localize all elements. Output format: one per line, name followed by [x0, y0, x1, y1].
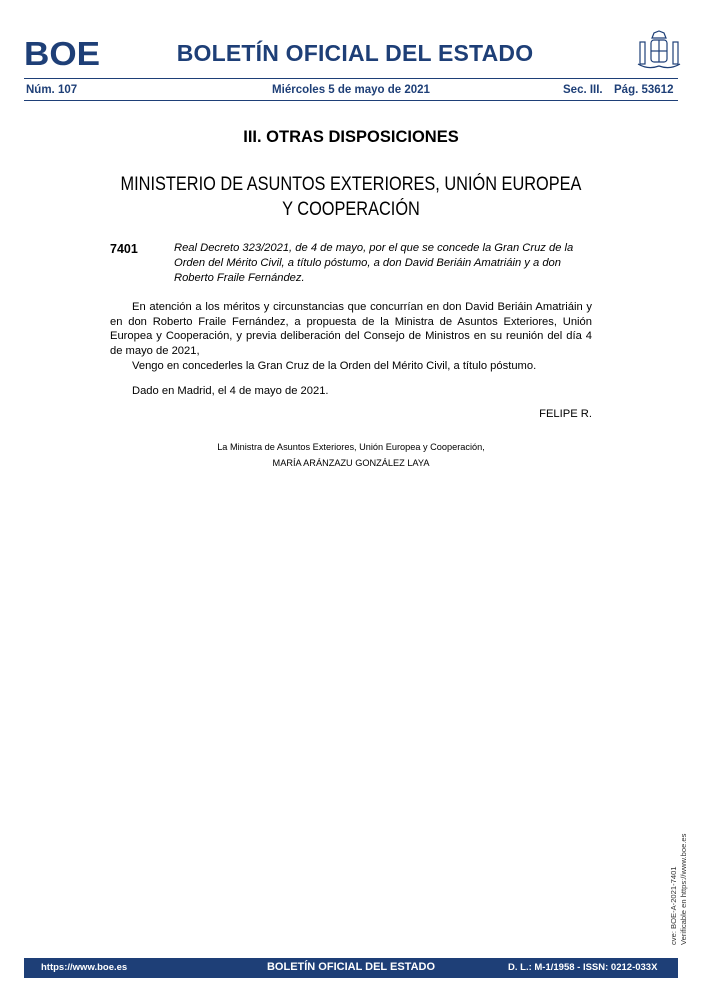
- gazette-title: BOLETÍN OFICIAL DEL ESTADO: [176, 40, 534, 66]
- footer-legal: D. L.: M-1/1958 - ISSN: 0212-033X: [508, 962, 658, 973]
- header-rule-top: [24, 78, 678, 79]
- page-number: Pág. 53612: [614, 84, 674, 96]
- king-signature: FELIPE R.: [539, 408, 592, 420]
- decree-title: Real Decreto 323/2021, de 4 de mayo, por el que se concede la Gran Cruz de la Orden del Mérito Civil, a título póstumo, a don David Beriáin Amatriáin y a don Roberto Fraile Fernández.: [174, 242, 574, 284]
- paragraph-considerations: En atención a los méritos y circunstancias que concurrían en don David Beriáin Amatriáin y en don Roberto Fraile Fernández, a propuesta de la Ministra de Asuntos Exteriores, Unión Europea y Cooperación, y previa deliberación del Consejo de Ministros en su reunión del día 4 de mayo de 2021,: [110, 301, 592, 357]
- header-rule-bottom: [24, 100, 678, 101]
- footer-url-link[interactable]: https://www.boe.es: [41, 962, 128, 973]
- section-label: Sec. III.: [563, 84, 603, 96]
- cve-verification: [669, 785, 688, 945]
- issue-date: Miércoles 5 de mayo de 2021: [272, 84, 430, 96]
- paragraph-resolution: Vengo en concederles la Gran Cruz de la Orden del Mérito Civil, a título póstumo.: [132, 360, 537, 372]
- paragraph-date-place: Dado en Madrid, el 4 de mayo de 2021.: [132, 385, 329, 397]
- boe-logo: [24, 36, 100, 68]
- boe-logo-text: BOE: [24, 36, 100, 68]
- footer-bar: [24, 958, 678, 978]
- coat-of-arms-icon: [636, 30, 682, 74]
- minister-signature: [0, 440, 702, 471]
- section-title: III. OTRAS DISPOSICIONES: [243, 128, 459, 146]
- footer-title: BOLETÍN OFICIAL DEL ESTADO: [266, 961, 436, 973]
- verification-link[interactable]: Verificable en https://www.boe.es: [678, 833, 688, 945]
- minister-name: MARÍA ARÁNZAZU GONZÁLEZ LAYA: [272, 457, 430, 468]
- ministry-line-2: Y COOPERACIÓN: [282, 199, 420, 220]
- issue-number: Núm. 107: [26, 84, 78, 96]
- cve-code: cve: BOE-A-2021-7401: [669, 866, 678, 945]
- ministry-line-1: MINISTERIO DE ASUNTOS EXTERIORES, UNIÓN EUROPEA: [120, 174, 582, 195]
- reference-number: 7401: [110, 242, 138, 256]
- ministry-heading: [49, 172, 653, 222]
- minister-title: La Ministra de Asuntos Exteriores, Unión Europea y Cooperación,: [217, 442, 485, 452]
